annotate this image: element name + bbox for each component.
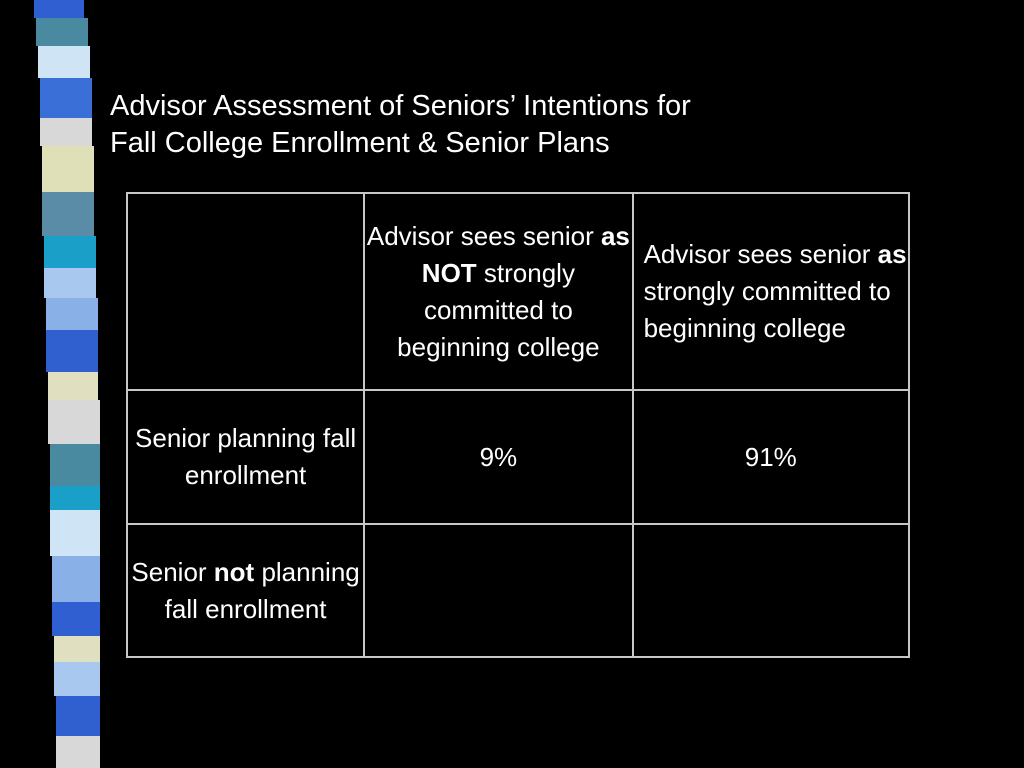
stripe-band: [54, 662, 100, 696]
value-cell-not-committed-planning: 9%: [364, 390, 632, 524]
header-cell-committed-text-2: strongly committed to beginning college: [643, 276, 891, 343]
value-cell-committed-planning: 91%: [633, 390, 909, 524]
table-row: [127, 524, 909, 657]
stripe-band: [40, 78, 92, 118]
stripe-band: [42, 146, 94, 192]
value-cell-not-committed-not-planning: [364, 524, 632, 657]
header-cell-committed-bold: as: [877, 239, 907, 269]
header-cell-committed-text-1: Advisor sees senior: [643, 239, 878, 269]
row-label-planning: [127, 390, 364, 524]
stripe-band: [48, 400, 100, 444]
stripe-band: [56, 736, 100, 768]
stripe-band: [42, 192, 94, 236]
title-line-2: Fall College Enrollment & Senior Plans: [110, 127, 610, 159]
stripe-band: [38, 46, 90, 78]
stripe-band: [52, 556, 100, 602]
header-cell-not-committed-text-2: strongly committed to beginning college: [397, 257, 600, 362]
row-label-not-planning-text-2: planning fall enrollment: [164, 556, 360, 624]
row-label-planning-text: Senior planning fall enrollment: [135, 423, 357, 490]
stripe-band: [50, 444, 100, 486]
header-cell-committed: [633, 193, 909, 390]
assessment-table: [126, 192, 910, 658]
header-cell-not-committed: [364, 193, 632, 390]
stripe-band: [56, 696, 100, 736]
stripe-band: [44, 268, 96, 298]
stripe-band: [46, 330, 98, 372]
header-empty-cell: [127, 193, 364, 390]
header-cell-not-committed-bold: as NOT: [421, 220, 630, 288]
stripe-band: [50, 510, 100, 556]
table-header-row: [127, 193, 909, 390]
row-label-not-planning: [127, 524, 364, 657]
stripe-band: [34, 0, 84, 18]
stripe-band: [50, 486, 100, 510]
stripe-band: [52, 602, 100, 636]
stripe-band: [48, 372, 98, 400]
slide-title: [110, 88, 930, 162]
stripe-band: [54, 636, 100, 662]
table-row: [127, 390, 909, 524]
stripe-band: [40, 118, 92, 146]
stripe-band: [36, 18, 88, 46]
title-line-1: Advisor Assessment of Seniors’ Intentions for: [110, 90, 691, 122]
row-label-not-planning-bold: not: [213, 556, 255, 587]
decorative-stripe-bar: [34, 0, 100, 768]
value-cell-committed-not-planning: [633, 524, 909, 657]
stripe-band: [44, 236, 96, 268]
header-cell-not-committed-text-1: Advisor sees senior: [366, 220, 601, 251]
row-label-not-planning-text-1: Senior: [131, 556, 214, 587]
stripe-band: [46, 298, 98, 330]
